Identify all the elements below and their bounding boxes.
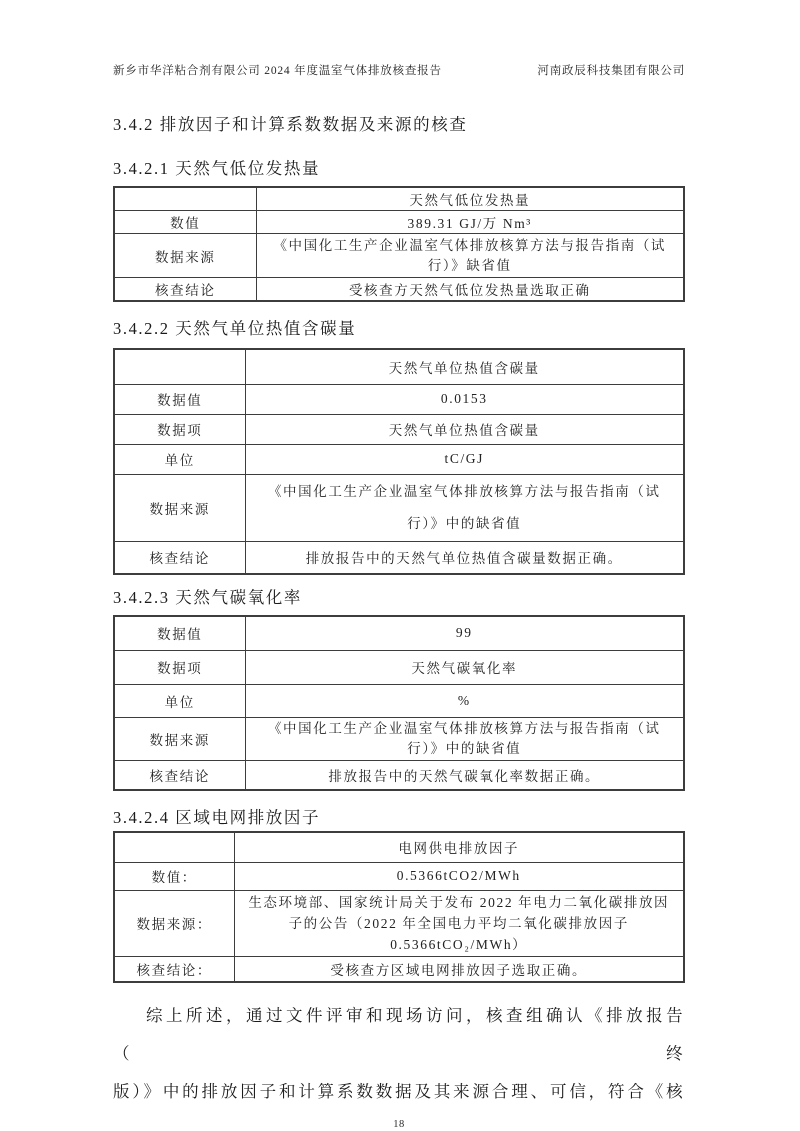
table-carbon-oxidation-rate [113,615,685,791]
cell-line: 《中国化工生产企业温室气体排放核算方法与报告指南（试 [267,720,661,736]
row-value-cell [245,717,684,760]
body-paragraph-line: 版）》中的排放因子和计算系数数据及其来源合理、可信，符合《核 [113,1082,685,1101]
table-row [114,616,684,650]
section-heading-3-4-2: 3.4.2 排放因子和计算系数数据及来源的核查 [113,115,468,134]
table-header-cell: 电网供电排放因子 [234,832,684,862]
row-value-cell: 受核查方天然气低位发热量选取正确 [256,278,684,302]
row-label-cell: 核查结论 [114,278,256,302]
table-row [114,832,684,862]
row-label-cell: 核查结论 [114,760,245,790]
row-value-cell: 受核查方区域电网排放因子选取正确。 [234,956,684,982]
row-label-cell: 数值： [114,862,234,890]
row-label-cell: 数据项 [114,414,245,444]
table-grid-emission-factor [113,831,685,983]
row-value-cell [234,890,684,956]
table-row [114,349,684,384]
row-label-cell: 数据来源 [114,474,245,541]
table-row [114,760,684,790]
row-value-cell: 排放报告中的天然气单位热值含碳量数据正确。 [245,541,684,574]
section-heading-3-4-2-1: 3.4.2.1 天然气低位发热量 [113,159,321,178]
header-left-text: 新乡市华洋粘合剂有限公司 2024 年度温室气体排放核查报告 [113,65,442,77]
table-header-cell: 天然气单位热值含碳量 [245,349,684,384]
row-value-cell: tC/GJ [245,444,684,474]
table-natural-gas-heating-value [113,186,685,302]
row-value-cell [256,234,684,278]
row-label-cell: 单位 [114,444,245,474]
table-row [114,278,684,302]
row-label-cell: 数据值 [114,384,245,414]
row-label-cell: 数据来源： [114,890,234,956]
body-paragraph [113,997,685,1111]
table-row [114,414,684,444]
row-label-cell: 数据来源 [114,717,245,760]
cell-line: 生态环境部、国家统计局关于发布 2022 年电力二氧化碳排放因 [248,894,670,910]
row-label-cell: 单位 [114,684,245,717]
section-heading-3-4-2-4: 3.4.2.4 区域电网排放因子 [113,808,321,827]
row-value-cell: 0.0153 [245,384,684,414]
header-right-text: 河南政辰科技集团有限公司 [537,65,685,77]
row-value-cell: 排放报告中的天然气碳氧化率数据正确。 [245,760,684,790]
cell-line: 行）》缺省值 [427,257,512,273]
empty-label-cell [114,187,256,211]
row-value-cell: 389.31 GJ/万 Nm³ [256,211,684,234]
table-row [114,862,684,890]
cell-line: 《中国化工生产企业温室气体排放核算方法与报告指南（试 [273,237,667,253]
table-row [114,444,684,474]
table-row [114,684,684,717]
table-carbon-content-per-heat [113,348,685,575]
empty-label-cell [114,832,234,862]
table-row [114,211,684,234]
row-label-cell: 核查结论 [114,541,245,574]
empty-label-cell [114,349,245,384]
section-heading-3-4-2-3: 3.4.2.3 天然气碳氧化率 [113,588,302,607]
table-row [114,956,684,982]
table-header-cell: 天然气低位发热量 [256,187,684,211]
row-value-cell: 天然气碳氧化率 [245,650,684,684]
row-value-cell: % [245,684,684,717]
cell-line: 《中国化工生产企业温室气体排放核算方法与报告指南（试 [267,483,661,499]
row-label-cell: 数据项 [114,650,245,684]
body-paragraph-line: 综上所述，通过文件评审和现场访问，核查组确认《排放报告（终 [113,1006,685,1063]
table-row [114,541,684,574]
row-label-cell: 数据来源 [114,234,256,278]
row-value-cell: 99 [245,616,684,650]
row-value-cell: 0.5366tCO2/MWh [234,862,684,890]
table-row [114,650,684,684]
row-label-cell: 核查结论： [114,956,234,982]
table-row [114,187,684,211]
table-row [114,474,684,541]
cell-line: 子的公告（2022 年全国电力平均二氧化碳排放因子 [288,915,629,931]
section-heading-3-4-2-2: 3.4.2.2 天然气单位热值含碳量 [113,319,357,338]
table-row [114,890,684,956]
row-value-cell: 天然气单位热值含碳量 [245,414,684,444]
table-row [114,234,684,278]
row-label-cell: 数值 [114,211,256,234]
cell-line: 行）》中的缺省值 [407,515,522,531]
page-number: 18 [393,1119,405,1130]
row-label-cell: 数据值 [114,616,245,650]
table-row [114,717,684,760]
row-value-cell [245,474,684,541]
page-header [113,62,685,78]
table-row [114,384,684,414]
cell-line: 行）》中的缺省值 [407,740,522,756]
cell-line: 0.5366tCO₂/MWh） [390,936,528,952]
